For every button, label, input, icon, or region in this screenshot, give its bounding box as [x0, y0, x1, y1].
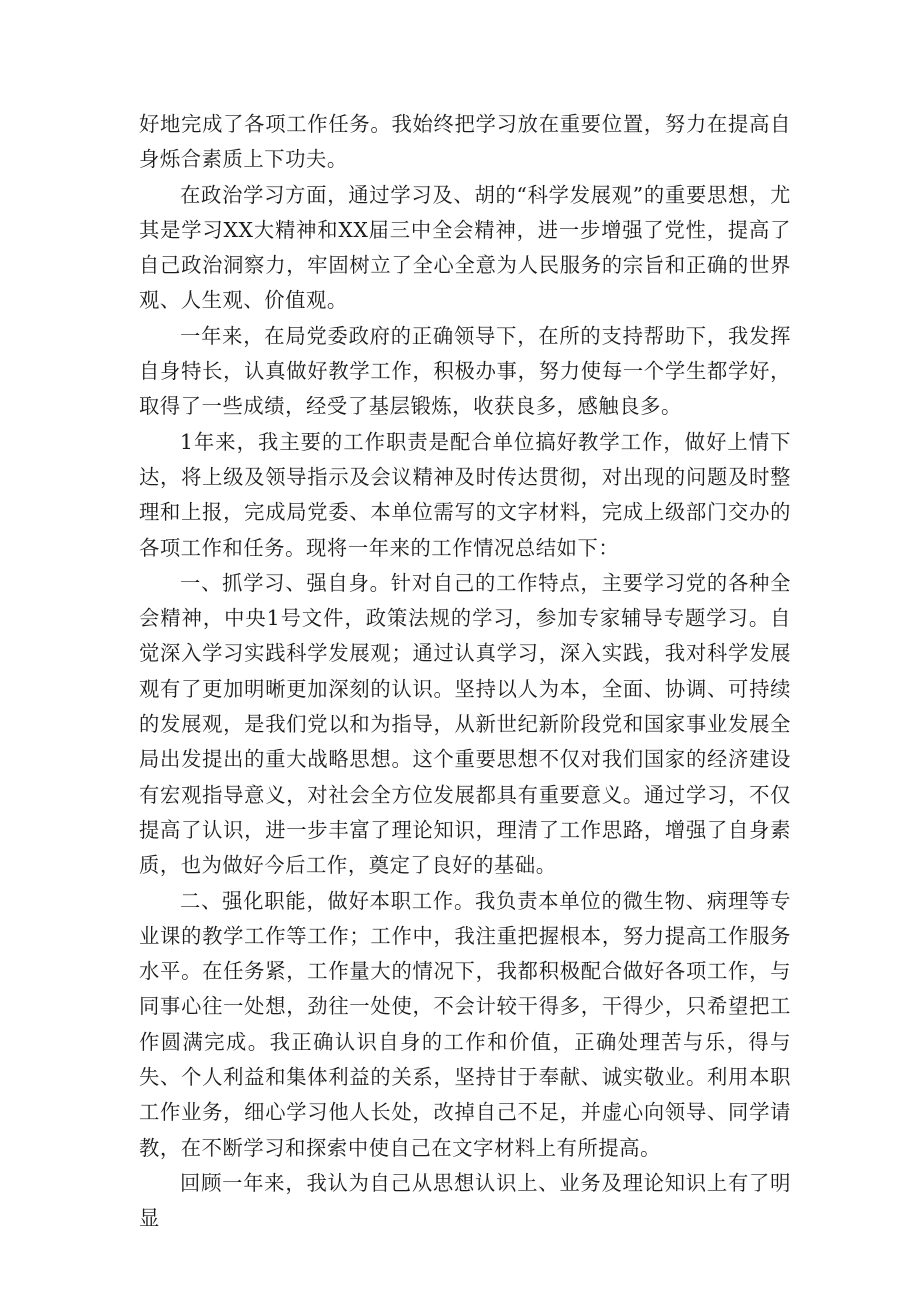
- paragraph-section-two: 二、强化职能，做好本职工作。我负责本单位的微生物、病理等专业课的教学工作等工作；工作中，我注重把握根本，努力提高工作服务水平。在任务紧，工作量大的情况下，我都积极配合做好各项工作，与同事心往一处想，劲往一处使，不会计较干得多，干得少，只希望把工作圆满完成。我正确认识自身的工作和价值，正确处理苦与乐，得与失、个人利益和集体利益的关系，坚持甘于奉献、诚实敬业。利用本职工作业务，细心学习他人长处，改掉自己不足，并虚心向领导、同学请教，在不断学习和探索中使自己在文字材料上有所提高。: [139, 888, 791, 1160]
- paragraph-duties: 1年来，我主要的工作职责是配合单位搞好教学工作，做好上情下达，将上级及领导指示及会议精神及时传达贯彻，对出现的问题及时整理和上报，完成局党委、本单位需写的文字材料，完成上级部门交办的各项工作和任务。现将一年来的工作情况总结如下：: [139, 429, 791, 560]
- paragraph-section-one: 一、抓学习、强自身。针对自己的工作特点，主要学习党的各种全会精神，中央1号文件，政策法规的学习，参加专家辅导专题学习。自觉深入学习实践科学发展观；通过认真学习，深入实践，我对科学发展观有了更加明晰更加深刻的认识。坚持以人为本，全面、协调、可持续的发展观，是我们党以和为指导，从新世纪新阶段党和国家事业发展全局出发提出的重大战略思想。这个重要思想不仅对我们国家的经济建设有宏观指导意义，对社会全方位发展都具有重要意义。通过学习，不仅提高了认识，进一步丰富了理论知识，理清了工作思路，增强了自身素质，也为做好今后工作，奠定了良好的基础。: [139, 570, 791, 878]
- document-page: [139, 107, 791, 1237]
- paragraph-continuation: 好地完成了各项工作任务。我始终把学习放在重要位置，努力在提高自身烁合素质上下功夫。: [139, 112, 791, 172]
- paragraph-review: 回顾一年来，我认为自己从思想认识上、业务及理论知识上有了明显: [139, 1170, 791, 1231]
- paragraph-political-study: 在政治学习方面，通过学习及、胡的“科学发展观”的重要思想，尤其是学习XX大精神和XX届三中全会精神，进一步增强了党性，提高了自己政治洞察力，牢固树立了全心全意为人民服务的宗旨和正确的世界观、人生观、价值观。: [139, 182, 791, 313]
- paragraph-year-overview: 一年来，在局党委政府的正确领导下，在所的支持帮助下，我发挥自身特长，认真做好教学工作，积极办事，努力使每一个学生都学好，取得了一些成绩，经受了基层锻炼，收获良多，感触良多。: [139, 323, 791, 419]
